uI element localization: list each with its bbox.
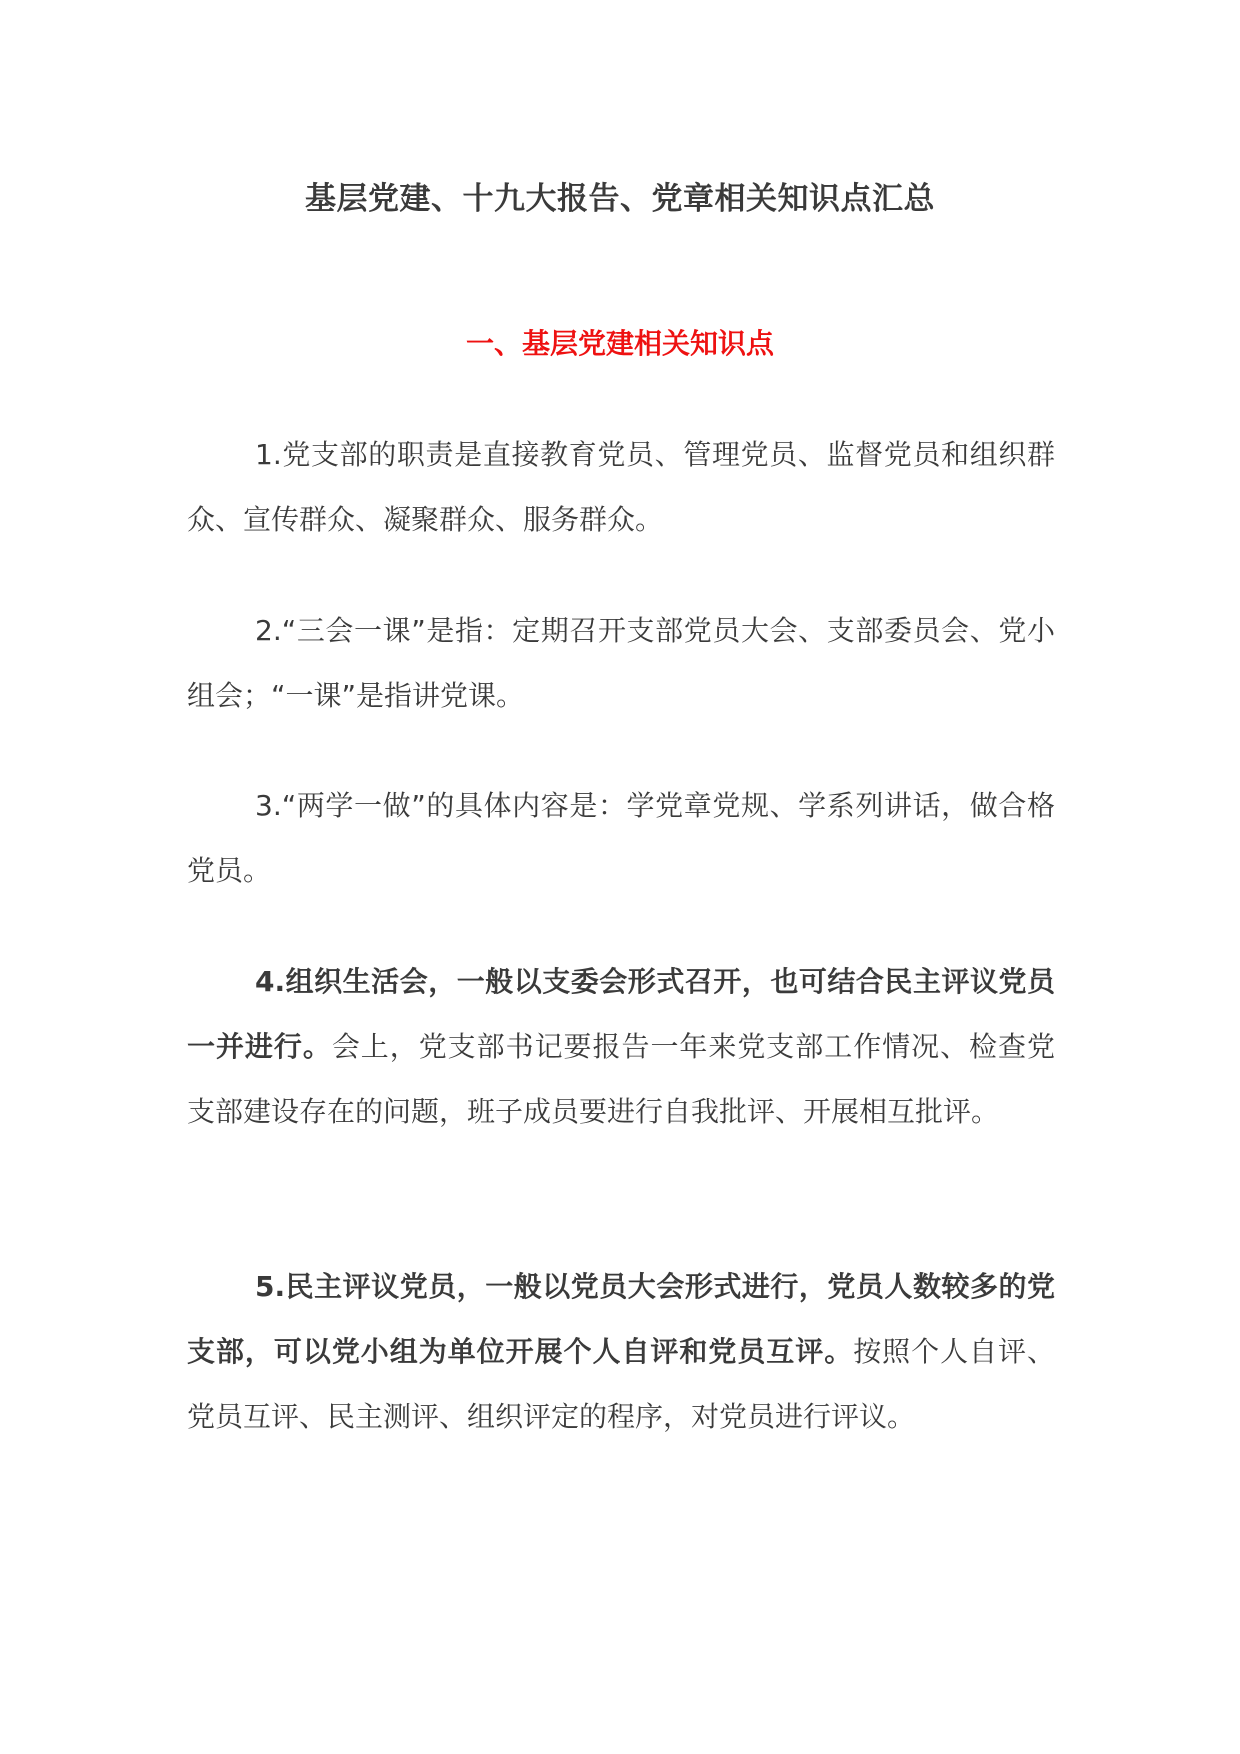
section-heading: 一、基层党建相关知识点 <box>465 327 774 360</box>
paragraph-4-text: 会上，党支部书记要报告一年来党支部工作情况、检查党支部建设存在的问题，班子成员要进行自我批评、开展相互批评。 <box>187 1030 1055 1128</box>
paragraph-4-bold: 4.组织生活会，一般以支委会形式召开，也可结合民主评议党员一并进行。 <box>187 965 1055 1063</box>
paragraph-1-text: 1.党支部的职责是直接教育党员、管理党员、监督党员和组织群众、宣传群众、凝聚群众、服务群众。 <box>187 438 1055 536</box>
paragraph-3-text: 3.“两学一做”的具体内容是：学党章党规、学系列讲话，做合格党员。 <box>187 789 1055 887</box>
paragraph-3 <box>187 773 1055 903</box>
paragraph-4 <box>187 949 1055 1144</box>
document-title: 基层党建、十九大报告、党章相关知识点汇总 <box>305 181 935 217</box>
paragraph-5 <box>187 1254 1055 1449</box>
paragraph-2-text: 2.“三会一课”是指：定期召开支部党员大会、支部委员会、党小组会；“一课”是指讲党课。 <box>187 614 1055 712</box>
paragraph-2 <box>187 598 1055 728</box>
paragraph-5-text: 按照个人自评、党员互评、民主测评、组织评定的程序，对党员进行评议。 <box>187 1335 1055 1433</box>
paragraph-5-bold: 5.民主评议党员，一般以党员大会形式进行，党员人数较多的党支部，可以党小组为单位开展个人自评和党员互评。 <box>187 1270 1055 1368</box>
paragraph-1 <box>187 422 1055 552</box>
